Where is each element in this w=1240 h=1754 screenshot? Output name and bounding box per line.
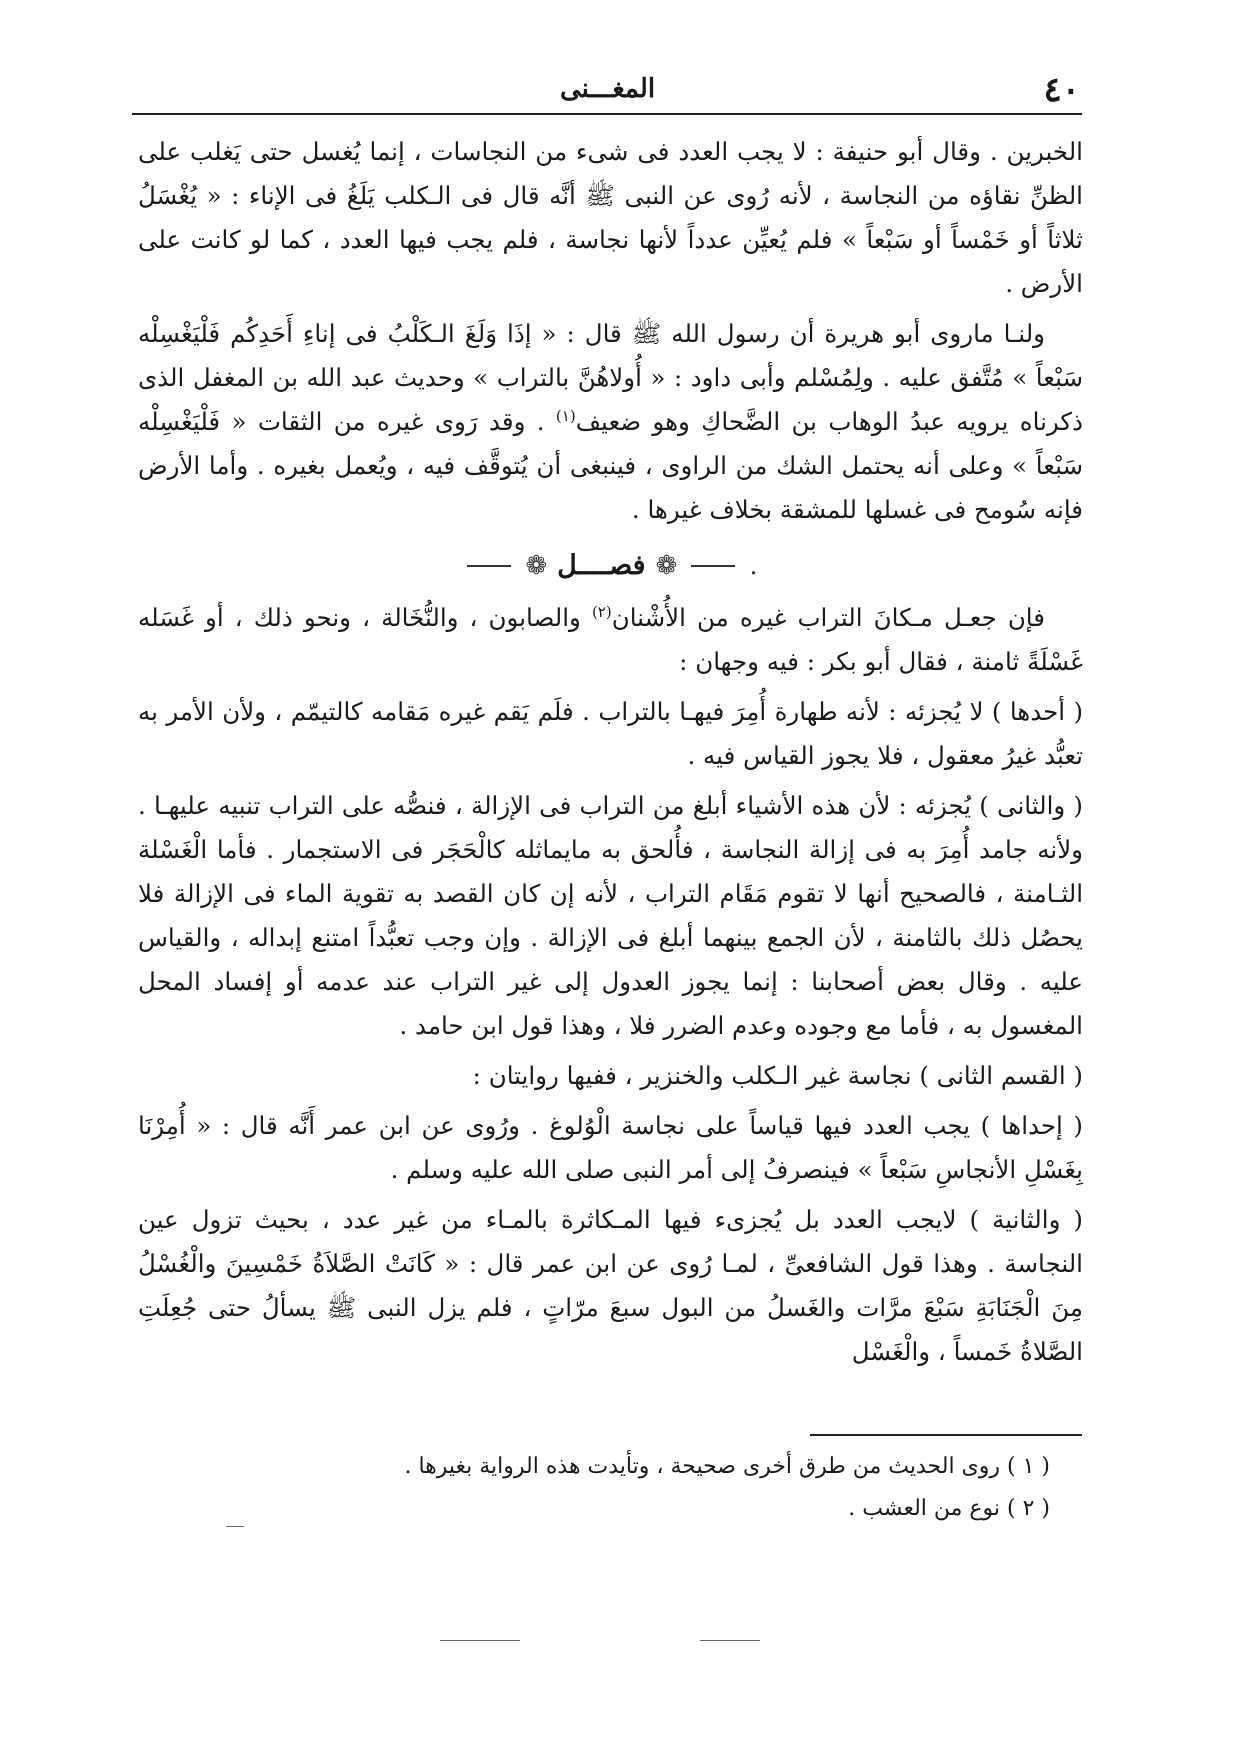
section-heading [138, 546, 1083, 586]
header-rule [132, 113, 1082, 115]
book-title: المغـــنى [559, 74, 656, 104]
section-paragraph-4: ( القسم الثانى ) نجاسة غير الـكلب والخنزير ، ففيها روايتان : [472, 1061, 1083, 1090]
scan-mark [700, 1640, 760, 1641]
footnote-2: ( ٢ ) نوع من العشب . [848, 1496, 1050, 1521]
floral-ornament-icon: ❁ [525, 551, 548, 581]
paragraph-2 [138, 312, 1083, 532]
paragraph-1: الخبرين . وقال أبو حنيفة : لا يجب العدد فى شىء من النجاسات ، إنما يُغسل حتى يَغلب على الظنِّ نقاؤه من النجاسة ، لأنه رُوى عن النبى ﷺ أنَّه قال فى الـكلب يَلَغُ فى الإناء : « يُغْسَلُ ثلاثاً أو خَمْساً أو سَبْعاً » فلم يُعيِّن عدداً لأنها نجاسة ، فلم يجب فيها العدد ، كما لو كانت على الأرض . [138, 137, 1083, 298]
section-paragraph-1 [138, 596, 1083, 684]
main-text [138, 130, 1083, 1380]
footnote-1: ( ١ ) روى الحديث من طرق أخرى صحيحة ، وتأيدت هذه الرواية بغيرها . [404, 1454, 1050, 1479]
running-header [135, 62, 1080, 112]
page-number: ٤٠ [1043, 70, 1080, 110]
ornament-dash [467, 565, 511, 567]
section-paragraph-1-text: فإن جعـل مـكانَ التراب غيره من الأُشْنان [611, 603, 1045, 632]
floral-ornament-icon: ❁ [655, 551, 678, 581]
footnotes [380, 1446, 1050, 1530]
ornament-dash [691, 565, 735, 567]
section-paragraph-1-continuation: والصابون ، والنُّخَالة ، ونحو ذلك ، أو غَسَله غَسْلَةً ثامنة ، فقال أبو بكر : فيه وجهان : [138, 603, 1083, 676]
section-title: فصــــل [557, 550, 646, 581]
section-paragraph-3: ( والثانى ) يُجزئه : لأن هذه الأشياء أبلغ من التراب فى الإزالة ، فنصُّه على التراب تنبيه عليهـا . ولأنه جامد أُمِرَ به فى إزالة النجاسة ، فأُلحق به مايماثله كالْحَجَر فى الاستجمار . فأما الْغَسْلة الثـامنة ، فالصحيح أنها لا تقوم مَقَام التراب ، لأنه إن كان القصد به تقوية الماء فى الإزالة فلا يحصُل ذلك بالثامنة ، لأن الجمع بينهما أبلغ فى الإزالة . وإن وجب تعبُّداً امتنع إبداله ، والقياس عليه . وقال بعض أصحابنا : إنما يجوز العدول إلى غير التراب عند عدمه أو إفساد المحل المغسول به ، فأما مع وجوده وعدم الضرر فلا ، وهذا قول ابن حامد . [138, 791, 1083, 1040]
scan-mark [440, 1640, 520, 1641]
footnote-marker-2: (٢) [591, 602, 612, 621]
footnote-rule [810, 1434, 1082, 1436]
section-paragraph-2: ( أحدها ) لا يُجزئه : لأنه طهارة أُمِرَ فيهـا بالتراب . فلَم يَقم غيره مَقامه كالتيمّم ، ولأن الأمر به تعبُّد غيرُ معقول ، فلا يجوز القياس فيه . [138, 697, 1083, 770]
ornament-icon: . [749, 551, 758, 581]
footnote-marker-1: (١) [555, 406, 576, 425]
section-paragraph-5: ( إحداها ) يجب العدد فيها قياساً على نجاسة الْوُلوغ . ورُوى عن ابن عمر أَنَّه قال : « أُمِرْنَا بِغَسْلِ الأنجاسِ سَبْعاً » فينصرفُ إلى أمر النبى صلى الله عليه وسلم . [138, 1111, 1083, 1184]
paragraph-2-continuation: . وقد رَوى غيره من الثقات « فَلْيَغْسِلْه سَبْعاً » وعلى أنه يحتمل الشك من الراوى ، فينبغى أن يُتوقَّف فيه ، ويُعمل بغيره . وأما الأرض فإنه سُومح فى غسلها للمشقة بخلاف غيرها . [138, 407, 1083, 524]
paragraph-2-text: ولنـا ماروى أبو هريرة أن رسول الله ﷺ قال : « إذَا وَلَغَ الـكَلْبُ فى إناءِ أَحَدِكُم فَلْيَغْسِلْه سَبْعاً » مُتَّفق عليه . ولِمُسْلم وأبى داود : « أُولاهُنَّ بالتراب » وحديث عبد الله بن المغفل الذى ذكرناه يرويه عبدُ الوهاب بن الضَّحاكِ وهو ضعيف [138, 319, 1083, 436]
scan-mark [226, 1526, 244, 1527]
section-paragraph-6: ( والثانية ) لايجب العدد بل يُجزىء فيها المـكاثرة بالمـاء من غير عدد ، بحيث تزول عين النجاسة . وهذا قول الشافعىِّ ، لمـا رُوى عن ابن عمر قال : « كَانَتْ الصَّلاَةُ خَمْسِينَ والْغُسْلُ مِنَ الْجَنَابَةِ سَبْعَ مرَّات والغَسلُ من البول سبعَ مرّاتٍ ، فلم يزل النبى ﷺ يسألُ حتى جُعِلَتِ الصَّلاةُ خَمساً ، والْغَسْل [138, 1205, 1083, 1366]
